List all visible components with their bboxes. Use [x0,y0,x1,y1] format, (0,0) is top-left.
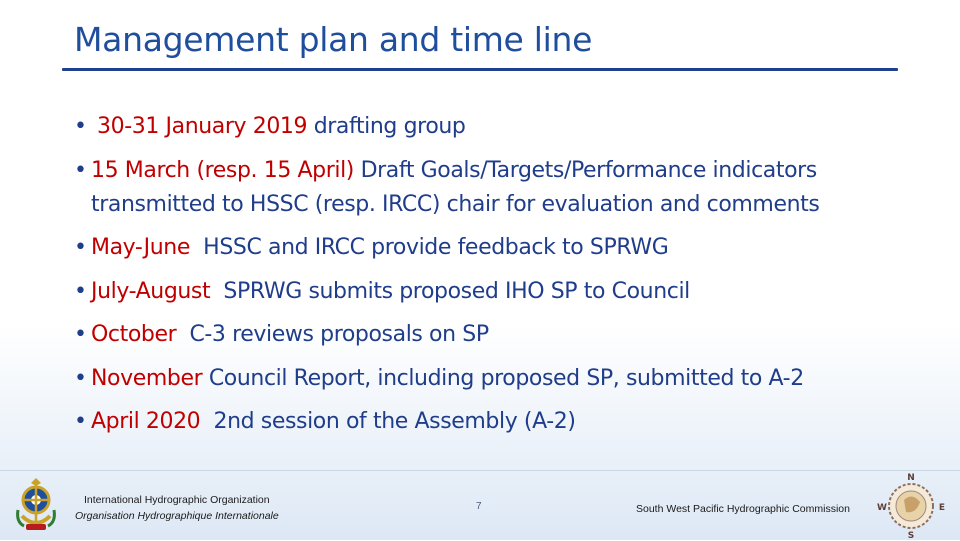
title-underline [62,68,898,71]
bullet-dot-icon: • [74,278,87,304]
slide-title: Management plan and time line [74,20,593,59]
iho-emblem-icon [14,476,58,534]
bullet-date: November [91,365,203,391]
bullet-item [74,275,914,309]
bullet-date: October [91,322,177,347]
bullet-date: 30-31 January 2019 [97,114,308,139]
bullet-dot-icon: • [74,409,87,434]
bullet-item [74,405,914,439]
compass-letter-n: N [907,473,915,483]
bullet-date: 15 March (resp. 15 April) [91,157,354,183]
bullet-item [74,154,914,222]
bullet-text: Draft Goals/Targets/Performance indicators transmitted to HSSC (resp. IRCC) chair for evaluation and comments [91,157,820,217]
bullet-text: SPRWG submits proposed IHO SP to Council [223,278,690,304]
bullet-text: 2nd session of the Assembly (A-2) [213,409,576,434]
org-name-french: Organisation Hydrographique Internationale [75,510,279,522]
bullet-dot-icon: • [74,235,87,260]
bullet-date: May-June [91,235,190,260]
bullet-date: April 2020 [91,409,201,434]
compass-letter-e: E [938,503,946,513]
org-name-english: International Hydrographic Organization [84,494,270,506]
bullet-text: C-3 reviews proposals on SP [189,322,489,347]
bullet-dot-icon: • [74,365,87,391]
swphc-compass-logo-icon [876,470,946,540]
bullet-item [74,110,914,144]
bullet-text: Council Report, including proposed SP, submitted to A-2 [208,365,804,391]
bullet-item [74,231,914,265]
bullet-item [74,318,914,352]
bullet-dot-icon: • [74,114,87,139]
compass-letter-w: W [877,503,887,513]
bullet-item [74,362,914,396]
bullet-list [74,110,914,449]
commission-name: South West Pacific Hydrographic Commission [636,503,850,515]
bullet-dot-icon: • [74,322,87,347]
bullet-text: drafting group [313,114,466,139]
bullet-text: HSSC and IRCC provide feedback to SPRWG [203,235,669,260]
page-number: 7 [476,501,482,512]
bullet-dot-icon: • [74,157,87,183]
compass-letter-s: S [907,531,915,540]
bullet-date: July-August [91,278,211,304]
